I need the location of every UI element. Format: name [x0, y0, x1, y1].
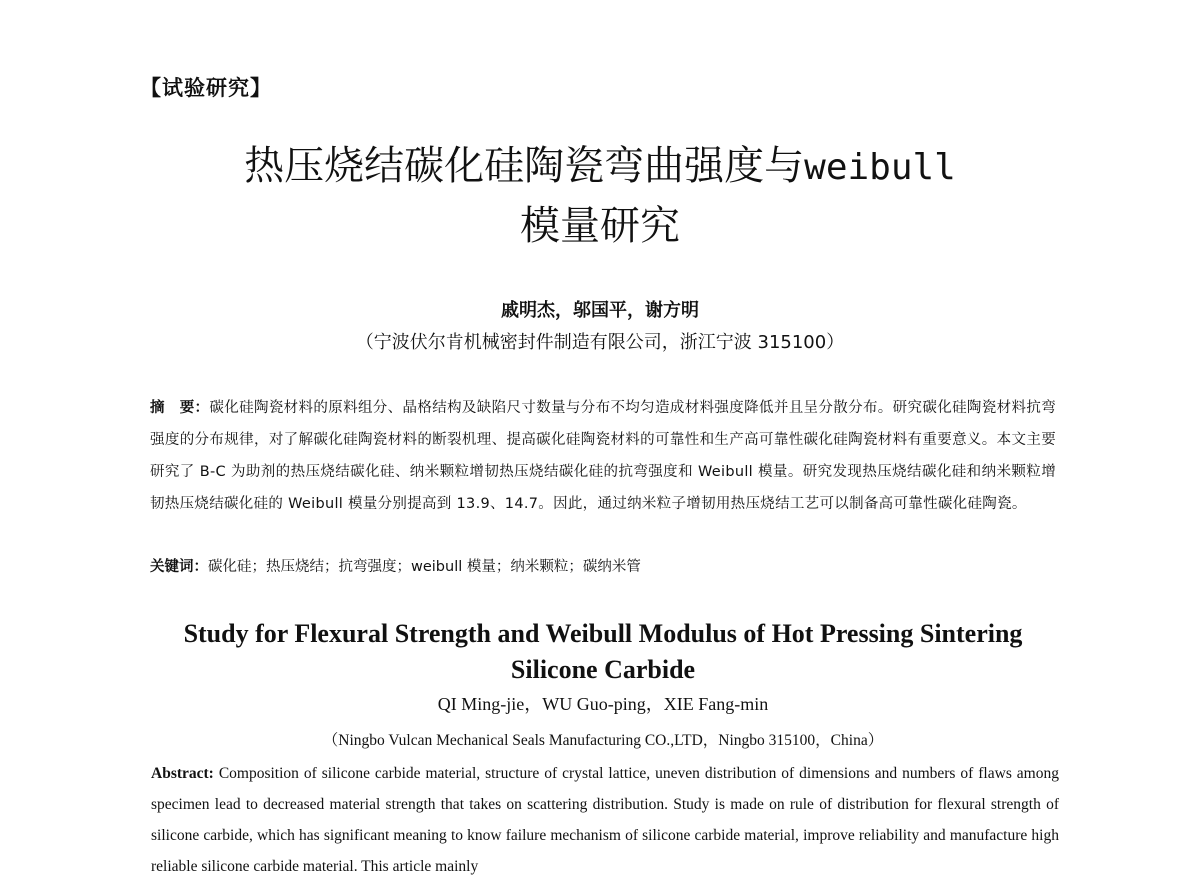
english-abstract-label: Abstract:: [151, 765, 214, 782]
chinese-abstract-label: 摘 要：: [150, 400, 210, 416]
section-tag: 【试验研究】: [140, 76, 272, 100]
chinese-keywords: [150, 552, 1056, 582]
english-abstract-text: Composition of silicone carbide material, structure of crystal lattice, uneven distribution of dimensions and numbers of flaws among specimen lead to decreased material strength that takes on scattering distribution. Study is made on rule of distribution for flexural strength of silicone carbide, which has significant meaning to know failure mechanism of silicone carbide material, improve reliability and manufacture high reliable silicone carbide material. This article mainly: [151, 765, 1059, 875]
english-title: [130, 616, 1076, 688]
chinese-keywords-text: 碳化硅；热压烧结；抗弯强度；weibull 模量；纳米颗粒；碳纳米管: [208, 559, 641, 575]
chinese-title-text: 热压烧结碳化硅陶瓷弯曲强度与: [244, 143, 805, 189]
chinese-title-line-2: 模量研究: [520, 203, 680, 249]
chinese-title-line-1: [150, 138, 1050, 196]
chinese-abstract: [150, 392, 1056, 520]
english-affiliation: （Ningbo Vulcan Mechanical Seals Manufacturing CO.,LTD，Ningbo 315100，China）: [322, 732, 884, 749]
english-title-line-2: Silicone Carbide: [510, 655, 696, 684]
chinese-authors: 戚明杰，邬国平，谢方明: [501, 300, 699, 321]
english-authors: QI Ming-jie，WU Guo-ping，XIE Fang-min: [437, 694, 769, 714]
chinese-keywords-label: 关键词：: [150, 559, 208, 575]
english-title-line-1: Study for Flexural Strength and Weibull Modulus of Hot Pressing Sintering: [183, 619, 1023, 648]
chinese-affiliation: （宁波伏尔肯机械密封件制造有限公司，浙江宁波 315100）: [355, 332, 845, 353]
chinese-abstract-text: 碳化硅陶瓷材料的原料组分、晶格结构及缺陷尺寸数量与分布不均匀造成材料强度降低并且呈分散分布。研究碳化硅陶瓷材料抗弯强度的分布规律，对了解碳化硅陶瓷材料的断裂机理、提高碳化硅陶瓷材料的可靠性和生产高可靠性碳化硅陶瓷材料有重要意义。本文主要研究了 B-C 为助剂的热压烧结碳化硅、纳米颗粒增韧热压烧结碳化硅的抗弯强度和 Weibull 模量。研究发现热压烧结碳化硅和纳米颗粒增韧热压烧结碳化硅的 Weibull 模量分别提高到 13.9、14.7。因此，通过纳米粒子增韧用热压烧结工艺可以制备高可靠性碳化硅陶瓷。: [150, 400, 1056, 512]
chinese-title-latin: weibull: [804, 147, 956, 188]
english-abstract: [151, 758, 1059, 882]
